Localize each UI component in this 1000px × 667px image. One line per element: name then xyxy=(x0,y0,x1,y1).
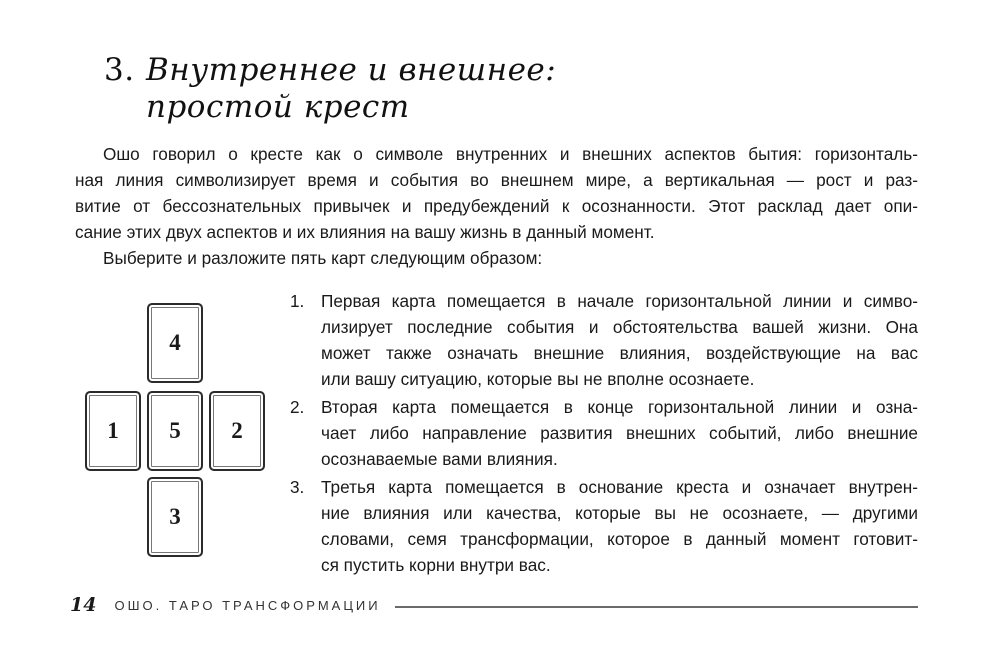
list-item xyxy=(290,474,918,578)
card-position-center: 5 xyxy=(147,391,203,471)
paragraph-line: витие от бессознательных привычек и предубеждений к осознанности. Этот расклад дает опи- xyxy=(75,196,918,216)
card-meaning-list xyxy=(290,288,918,580)
list-item xyxy=(290,288,918,392)
page-footer xyxy=(70,593,918,617)
paragraph-line: сание этих двух аспектов и их влияния на вашу жизнь в данный момент. xyxy=(75,222,655,242)
paragraph-line: Ошо говорил о кресте как о символе внутренних и внешних аспектов бытия: горизонталь- xyxy=(103,144,918,164)
list-line: чает либо направление развития внешних событий, либо внешние xyxy=(321,423,918,443)
list-marker: 2. xyxy=(290,397,305,417)
list-line: лизирует последние события и обстоятельства вашей жизни. Она xyxy=(321,317,918,337)
heading-title-part-2: простой крест xyxy=(146,89,410,125)
footer-rule xyxy=(395,606,918,608)
section-number: 3. xyxy=(104,52,135,88)
list-line: Первая карта помещается в начале горизонтальной линии и симво- xyxy=(321,291,918,311)
list-line: Третья карта помещается в основание креста и означает внутрен- xyxy=(321,477,918,497)
card-position-bottom: 3 xyxy=(147,477,203,557)
card-position-top: 4 xyxy=(147,303,203,383)
list-marker: 1. xyxy=(290,291,305,311)
section-heading xyxy=(104,52,556,126)
page-number: 14 xyxy=(70,594,97,616)
list-marker: 3. xyxy=(290,477,305,497)
card-position-right: 2 xyxy=(209,391,265,471)
intro-paragraph xyxy=(75,141,918,245)
list-item xyxy=(290,394,918,472)
list-line: словами, семя трансформации, которое в данный момент готовит- xyxy=(321,529,918,549)
list-line: ся пустить корни внутри вас. xyxy=(321,555,551,575)
card-position-left: 1 xyxy=(85,391,141,471)
instruction-paragraph xyxy=(75,245,918,271)
list-line: осознаваемые вами влияния. xyxy=(321,449,558,469)
running-head: ОШО. ТАРО ТРАНСФОРМАЦИИ xyxy=(114,597,381,613)
list-line: Вторая карта помещается в конце горизонтальной линии и озна- xyxy=(321,397,918,417)
heading-line-1 xyxy=(104,52,556,89)
list-line: ние влияния или качества, которые вы не осознаете, — другими xyxy=(321,503,918,523)
instruction-text: Выберите и разложите пять карт следующим образом: xyxy=(103,248,543,268)
list-line: может также означать внешние влияния, воздействующие на вас xyxy=(321,343,918,363)
list-line: или вашу ситуацию, которые вы не вполне осознаете. xyxy=(321,369,755,389)
heading-title-part-1: Внутреннее и внешнее: xyxy=(146,52,557,88)
paragraph-line: ная линия символизирует время и события во внешнем мире, а вертикальная — рост и раз- xyxy=(75,170,918,190)
